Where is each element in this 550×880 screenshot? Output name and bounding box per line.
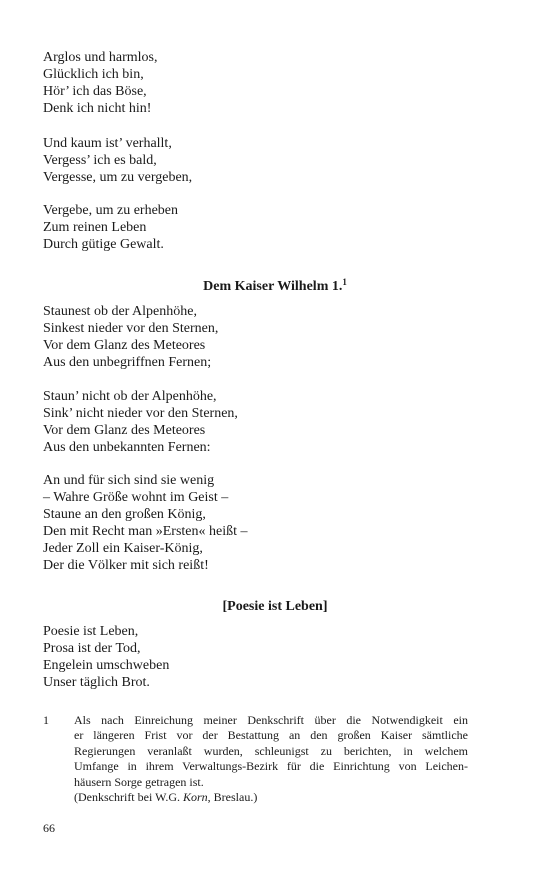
poem-1-stanza-2	[43, 135, 483, 186]
verse-line: Staunest ob der Alpenhöhe,	[43, 304, 197, 319]
source-author: Korn	[182, 790, 208, 805]
verse-line: Vergebe, um zu erheben	[43, 203, 179, 218]
verse-line: An und für sich sind sie wenig	[43, 473, 215, 488]
verse-line: Engelein umschweben	[43, 658, 170, 673]
verse-line: Unser täglich Brot.	[43, 675, 150, 690]
poem-3-stanza-1	[43, 623, 483, 691]
verse-line: Der die Völker mit sich reißt!	[43, 558, 209, 573]
verse-line: Und kaum ist’ verhallt,	[43, 136, 172, 151]
verse-line: Poesie ist Leben,	[43, 624, 139, 639]
verse-line: Hör’ ich das Böse,	[43, 84, 147, 99]
verse-line: Sinkest nieder vor den Sternen,	[43, 321, 219, 336]
page-number: 66	[43, 821, 55, 835]
source-prefix: (Denkschrift bei W.G.	[74, 790, 183, 805]
verse-line: Vergesse, um zu vergeben,	[43, 170, 193, 185]
footnote-mark: 1	[342, 277, 347, 287]
verse-line: Durch gütige Gewalt.	[43, 237, 164, 252]
source-suffix: , Breslau.)	[207, 790, 258, 805]
verse-line: Vor dem Glanz des Meteores	[43, 338, 206, 353]
footnote-line: Als nach Einreichung meiner Denkschrift über die Notwendigkeit ein	[74, 713, 468, 727]
poem-2-title	[0, 278, 550, 296]
verse-line: Aus den unbekannten Fernen:	[43, 440, 211, 455]
footnote-body	[74, 713, 468, 805]
poem-3-title	[0, 598, 550, 615]
verse-line: Den mit Recht man »Ersten« heißt –	[43, 524, 248, 539]
verse-line: Jeder Zoll ein Kaiser-König,	[43, 541, 203, 556]
footnote-line: Regierungen veranlaßt wurden, schleunigst zu berichten, in welchem	[74, 743, 468, 758]
poem-2-stanza-3	[43, 472, 483, 574]
verse-line: Staune an den großen König,	[43, 507, 206, 522]
footnote-line: Umfange in ihrem Verwaltungs-Bezirk für die Einrichtung von Leichen-	[74, 759, 468, 774]
verse-line: Vergess’ ich es bald,	[43, 153, 157, 168]
verse-line: Glücklich ich bin,	[43, 67, 144, 82]
footnote-line: er längeren Frist vor der Bestattung an den großen Kaiser sämtliche	[74, 728, 468, 743]
verse-line: – Wahre Größe wohnt im Geist –	[43, 490, 229, 505]
poem-title-text: [Poesie ist Leben]	[222, 599, 328, 614]
poem-1-stanza-3	[43, 202, 483, 253]
footnote-number: 1	[43, 713, 49, 727]
poem-2-stanza-2	[43, 388, 483, 456]
verse-line: Prosa ist der Tod,	[43, 641, 141, 656]
footnote-line: häusern Sorge getragen ist.	[74, 774, 204, 789]
verse-line: Staun’ nicht ob der Alpenhöhe,	[43, 389, 217, 404]
footnote-source	[74, 790, 468, 805]
verse-line: Vor dem Glanz des Meteores	[43, 423, 206, 438]
verse-line: Arglos und harmlos,	[43, 50, 158, 65]
verse-line: Aus den unbegriffnen Fernen;	[43, 355, 212, 370]
poem-2-stanza-1	[43, 303, 483, 371]
verse-line: Zum reinen Leben	[43, 220, 147, 235]
verse-line: Sink’ nicht nieder vor den Sternen,	[43, 406, 238, 421]
poem-1-stanza-1	[43, 49, 483, 117]
verse-line: Denk ich nicht hin!	[43, 101, 152, 116]
poem-title-text: Dem Kaiser Wilhelm 1.	[203, 279, 343, 294]
